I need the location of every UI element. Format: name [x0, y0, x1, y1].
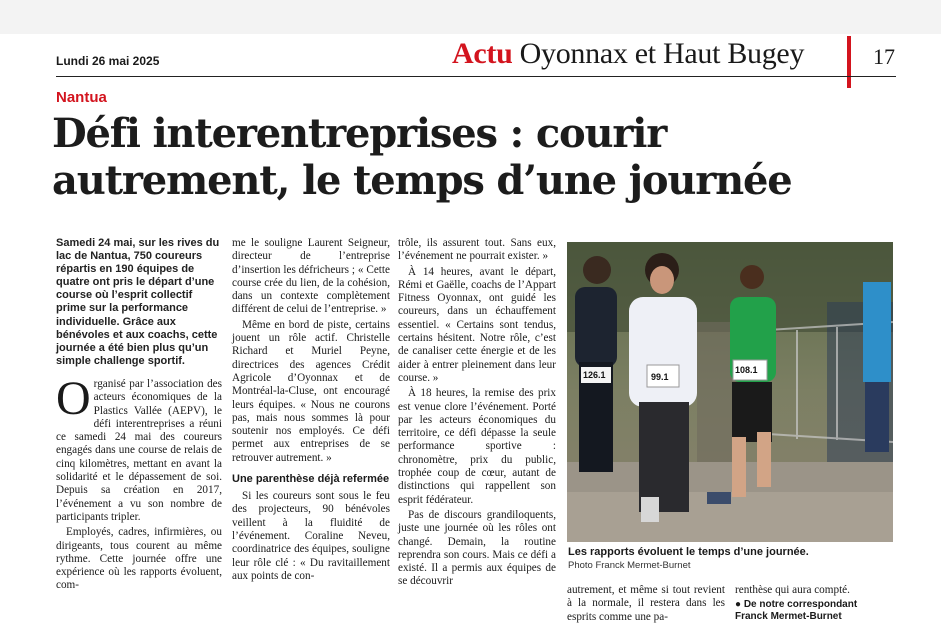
photo-caption — [568, 546, 894, 572]
article-paragraph: Employés, cadres, infirmières, ou dirigeants, tous courent au même rythme. Cette journée offre une expérience où les rapports évoluent, com- — [56, 526, 222, 592]
article-subhead: Une parenthèse déjà refermée — [232, 473, 390, 486]
signature-author: Franck Mermet-Burnet — [735, 611, 842, 623]
bullet-icon: ● — [735, 599, 744, 611]
signature-role: De notre correspondant — [743, 599, 858, 611]
issue-date: Lundi 26 mai 2025 — [56, 54, 160, 68]
section-location: Oyonnax et Haut Bugey — [519, 37, 805, 70]
photo-credit: Photo Franck Mermet-Burnet — [568, 560, 691, 571]
article-column-4 — [567, 584, 725, 624]
article-paragraph: trôle, ils assurent tout. Sans eux, l’événement ne pourrait exister. » — [398, 237, 556, 263]
top-margin — [0, 0, 941, 34]
article-paragraph: autrement, et même si tout revient à la normale, il restera dans les esprits comme une pa- — [567, 584, 725, 623]
section-divider-bar — [847, 36, 851, 88]
article-headline: Défi interentreprises : courir autrement, le temps d’une journée — [52, 110, 792, 204]
drop-cap: O — [56, 371, 91, 425]
article-column-2 — [232, 237, 390, 585]
article-paragraph: Pas de discours grandiloquents, juste une journée où les rôles ont changé. Demain, la routine reprendra son cours. Mais ce défi a existé. Il a permis aux équipes de se découvrir — [398, 508, 556, 588]
section-header — [452, 37, 804, 71]
runners-photo-illustration — [567, 242, 893, 542]
article-photo — [567, 242, 893, 542]
article-paragraph-text: rganisé par l’association des acteurs économiques de la Plastics Vallée (AEPV), le défi interentreprises a réuni ce samedi 24 mai des coureurs engagés dans une course de relais de cinq kilomètres, mettant en avant la solidarité et le dépassement de soi. Depuis sa création en 2017, l’événement a vu son nombre de participants tripler. — [56, 377, 222, 523]
article-paragraph — [56, 371, 222, 524]
article-paragraph: me le souligne Laurent Seigneur, directeur de l’entreprise d’insertion les défricheurs ; « Cette course crée du lien, de la cohésion, dans un contexte complètement différent de celui de l’entreprise. » — [232, 237, 390, 316]
bib-number: 99.1 — [651, 372, 669, 382]
runner-far-right — [863, 282, 891, 452]
caption-text: Les rapports évoluent le temps d’une journée. — [568, 546, 809, 558]
article-paragraph: Si les coureurs sont sous le feu des projecteurs, 90 bénévoles veillent à la fluidité de l’événement. Coraline Neveu, coordinatrice des équipes, souligne leur rôle clé : « Du ravitaillement aux points de con- — [232, 490, 390, 582]
bib-number: 108.1 — [735, 365, 758, 375]
page-number: 17 — [873, 44, 895, 69]
signature — [735, 599, 893, 623]
bib-number: 126.1 — [583, 370, 606, 380]
article-paragraph: renthèse qui aura compté. — [735, 584, 850, 596]
article-column-1 — [56, 237, 222, 595]
article-paragraph: À 14 heures, avant le départ, Rémi et Gaëlle, coachs de l’Appart Fitness Oyonnax, ont guidé les coureurs, dans un échauffement essentiel. « Certains sont tendus, certains hésitent. Notre rôle, c’est de canaliser cette énergie et de les aider à entrer pleinement dans leur course. » — [398, 265, 556, 384]
header-rule — [56, 76, 896, 77]
article-paragraph: À 18 heures, la remise des prix est venue clore l’événement. Porté par les acteurs économiques du territoire, ce défi dépasse la seule performance sportive : chronomètre, prix du public, trophée coup de cœur, autant de distinctions qui rappellent son esprit fédérateur. — [398, 387, 556, 506]
article-kicker: Nantua — [56, 89, 107, 106]
article-paragraph: Même en bord de piste, certains jouent un rôle actif. Christelle Richard et Muriel Peyne, directrices des agences Crédit Agricole d’Oyonnax et de Montréal-la-Cluse, ont encouragé leurs équipes. « Nous ne courons pas, mais nous sommes là pour soutenir nos employés. Ce défi permet aux entreprises de se retrouver autrement. » — [232, 318, 390, 464]
article-column-5 — [735, 584, 893, 623]
runner-left — [575, 256, 617, 472]
article-chapo: Samedi 24 mai, sur les rives du lac de Nantua, 750 coureurs répartis en 190 équipes de quatre ont pris le départ d’une course où l’esprit collectif prime sur la performance individuelle. Grâce aux bénévoles et aux coachs, cette journée a été bien plus qu’un simple challenge sportif. — [56, 237, 220, 367]
article-column-3 — [398, 237, 556, 591]
section-actu: Actu — [452, 37, 513, 70]
